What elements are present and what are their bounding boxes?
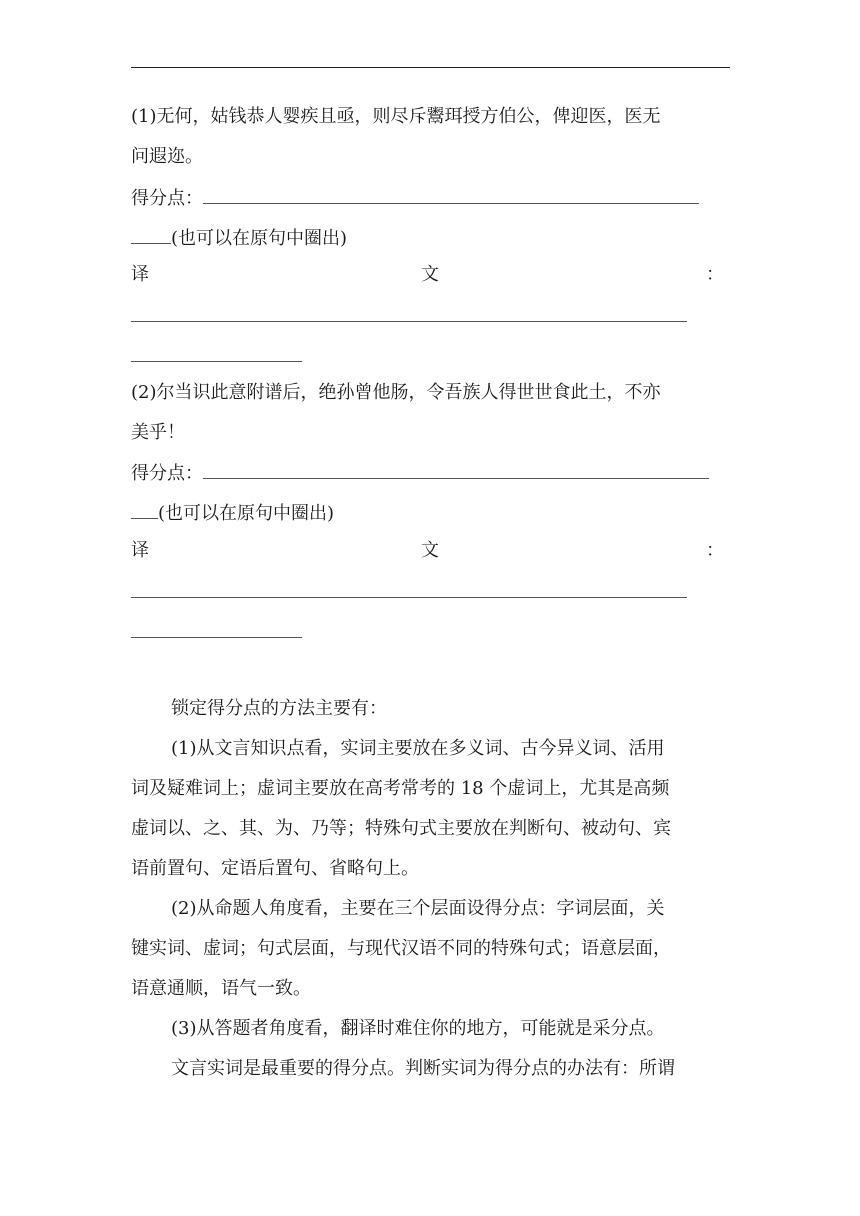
notes-point-4-line-1: 文言实词是最重要的得分点。判断实词为得分点的办法有：所谓 [171,1058,675,1079]
q1-score-row [131,185,731,211]
q1-translation-label-char-1: 译 [131,264,149,285]
q2-score-row [131,460,731,486]
notes-intro: 锁定得分点的方法主要有： [171,698,387,719]
q1-translation-label-colon: ： [706,264,724,285]
q1-score-blank[interactable] [203,185,699,204]
q1-sentence-line-1: (1)无何，姑钱恭人婴疾且亟，则尽斥鬻珥授方伯公，俾迎医，医无 [131,106,661,127]
q1-sentence-line-2: 问遐迩。 [131,146,203,167]
q2-translation-label-char-1: 译 [131,540,149,561]
q1-translation-label-char-2: 文 [421,264,439,285]
q2-circle-note: (也可以在原句中圈出) [158,503,335,524]
notes-point-1-line-3: 虚词以、之、其、为、乃等；特殊句式主要放在判断句、被动句、宾 [131,818,671,839]
header-rule [131,67,730,68]
q1-circle-row [131,225,731,251]
q2-score-label: 得分点： [131,463,203,484]
q2-sentence-line-1: (2)尔当识此意附谱后，绝孙曾他肠，令吾族人得世世食此土，不亦 [131,382,661,403]
q2-translation-label-colon: ： [706,540,724,561]
q1-score-label: 得分点： [131,188,203,209]
q2-score-blank[interactable] [203,460,709,479]
q2-sentence-line-2: 美乎！ [131,422,185,443]
notes-point-1-line-1: (1)从文言知识点看，实词主要放在多义词、古今异义词、活用 [171,738,665,759]
q2-translation-blank-2[interactable] [131,637,302,638]
notes-point-2-line-1: (2)从命题人角度看，主要在三个层面设得分点：字词层面，关 [171,898,665,919]
q1-translation-blank-1[interactable] [131,321,687,322]
q1-translation-blank-2[interactable] [131,361,302,362]
notes-point-1-line-2: 词及疑难词上；虚词主要放在高考常考的 18 个虚词上，尤其是高频 [131,778,670,799]
q2-translation-blank-1[interactable] [131,597,687,598]
q1-circle-note: (也可以在原句中圈出) [171,228,348,249]
q2-circle-row [131,500,731,526]
notes-point-1-line-4: 语前置句、定语后置句、省略句上。 [131,858,419,879]
q2-translation-label-char-2: 文 [421,540,439,561]
notes-point-2-line-3: 语意通顺，语气一致。 [131,978,311,999]
notes-point-3-line-1: (3)从答题者角度看，翻译时难住你的地方，可能就是采分点。 [171,1018,665,1039]
q2-score-blank-cont[interactable] [131,500,158,519]
q1-score-blank-cont[interactable] [131,225,171,244]
notes-point-2-line-2: 键实词、虚词；句式层面，与现代汉语不同的特殊句式；语意层面， [131,938,671,959]
